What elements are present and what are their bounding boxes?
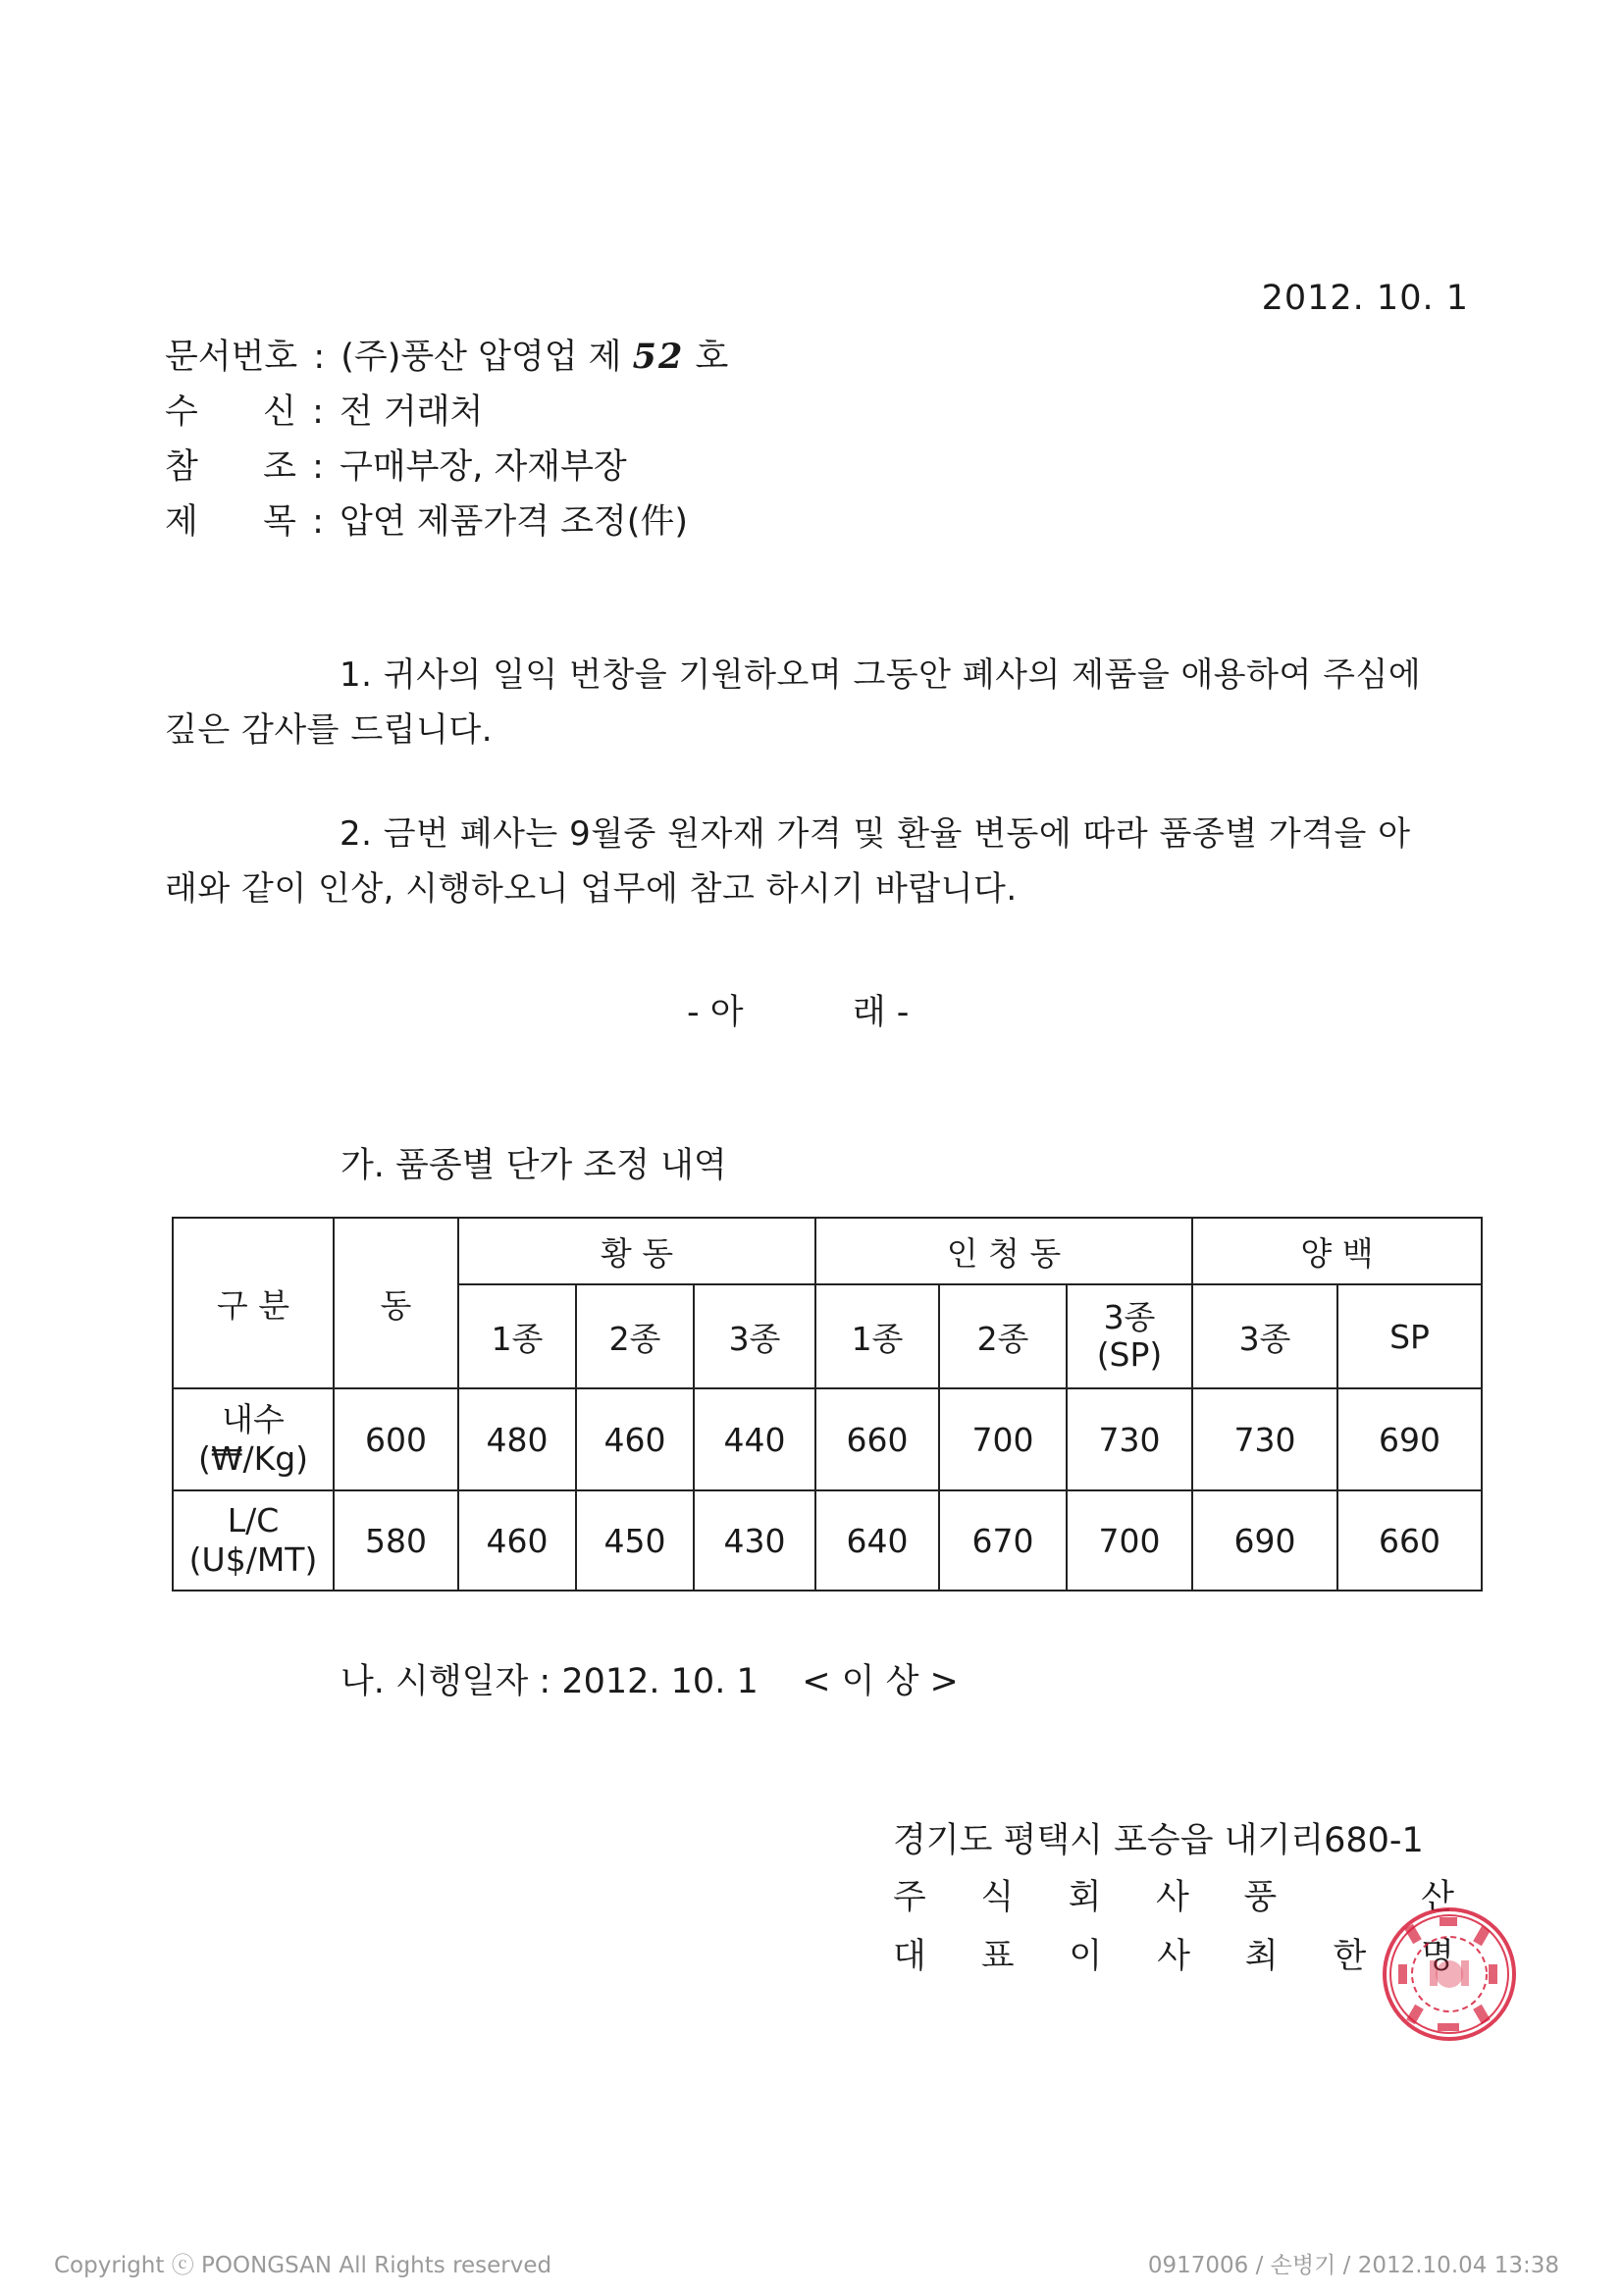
company-name: 주 식 회 사 풍 산 bbox=[893, 1878, 1454, 1917]
subheader-cell: 1종 bbox=[458, 1284, 576, 1388]
footer-copyright: Copyright ⓒ POONGSAN All Rights reserved bbox=[54, 2253, 552, 2278]
subheader-cell: 3종 bbox=[694, 1284, 815, 1388]
subheader-cell: 2종 bbox=[939, 1284, 1067, 1388]
header-phosphor-bronze: 인 청 동 bbox=[815, 1218, 1192, 1284]
doc-number-prefix: (주)풍산 압영업 제 bbox=[340, 338, 622, 377]
subject-value: 압연 제품가격 조정(件) bbox=[340, 502, 689, 542]
table-cell: 690 bbox=[1337, 1388, 1482, 1490]
table-cell: 430 bbox=[694, 1490, 815, 1591]
header-nickel-silver: 양 백 bbox=[1192, 1218, 1482, 1284]
paragraph-2-line-2: 래와 같이 인상, 시행하오니 업무에 참고 하시기 바랍니다. bbox=[165, 869, 1018, 909]
sender-address: 경기도 평택시 포승읍 내기리680-1 bbox=[893, 1821, 1424, 1860]
paragraph-1 bbox=[165, 648, 1470, 757]
header-category: 구 분 bbox=[173, 1218, 334, 1388]
subheader-cell: SP bbox=[1337, 1284, 1482, 1388]
footer-stamp: 0917006 / 손병기 / 2012.10.04 13:38 bbox=[1147, 2253, 1559, 2278]
recipient-value: 전 거래처 bbox=[340, 392, 484, 432]
doc-number-label: 문서번호 bbox=[165, 338, 298, 377]
doc-number-handwritten: 52 bbox=[632, 337, 685, 377]
subheader-cell: 2종 bbox=[576, 1284, 694, 1388]
section-b-effective-date: 나. 시행일자 : 2012. 10. 1 < 이 상 > bbox=[340, 1662, 959, 1701]
table-cell: 660 bbox=[1337, 1490, 1482, 1591]
document-date: 2012. 10. 1 bbox=[1261, 279, 1469, 318]
table-cell: 600 bbox=[334, 1388, 458, 1490]
subheader-cell: 3종 bbox=[1192, 1284, 1337, 1388]
table-cell: 580 bbox=[334, 1490, 458, 1591]
table-cell: 450 bbox=[576, 1490, 694, 1591]
table-cell: 690 bbox=[1192, 1490, 1337, 1591]
recipient-line: 수 신 : 전 거래처 bbox=[165, 385, 483, 434]
header-brass: 황 동 bbox=[458, 1218, 815, 1284]
row-label: 내수 (₩/Kg) bbox=[173, 1388, 334, 1490]
section-a-title: 가. 품종별 단가 조정 내역 bbox=[340, 1146, 727, 1185]
table-cell: 700 bbox=[939, 1388, 1067, 1490]
row-label: L/C (U$/MT) bbox=[173, 1490, 334, 1591]
paragraph-2 bbox=[165, 807, 1470, 916]
subject-label: 제 목 bbox=[165, 502, 296, 542]
table-cell: 670 bbox=[939, 1490, 1067, 1591]
recipient-label: 수 신 bbox=[165, 392, 296, 432]
table-cell: 440 bbox=[694, 1388, 815, 1490]
table-cell: 700 bbox=[1067, 1490, 1192, 1591]
ceo-name: 대 표 이 사 최 한 명 bbox=[893, 1937, 1454, 1976]
notice-heading: - 아 래 - bbox=[687, 993, 910, 1032]
table-cell: 480 bbox=[458, 1388, 576, 1490]
header-copper: 동 bbox=[334, 1218, 458, 1388]
reference-label: 참 조 bbox=[165, 447, 296, 487]
table-cell: 460 bbox=[576, 1388, 694, 1490]
paragraph-1-line-1: 1. 귀사의 일익 번창을 기원하오며 그동안 폐사의 제품을 애용하여 주심에 bbox=[340, 655, 1422, 695]
company-seal-icon bbox=[1379, 1904, 1521, 2046]
subheader-cell: 1종 bbox=[815, 1284, 939, 1388]
table-cell: 640 bbox=[815, 1490, 939, 1591]
paragraph-1-line-2: 깊은 감사를 드립니다. bbox=[165, 710, 494, 750]
table-cell: 660 bbox=[815, 1388, 939, 1490]
table-cell: 730 bbox=[1192, 1388, 1337, 1490]
price-table bbox=[172, 1217, 1483, 1592]
reference-line: 참 조 : 구매부장, 자재부장 bbox=[165, 440, 627, 489]
subheader-cell: 3종 (SP) bbox=[1067, 1284, 1192, 1388]
table-cell: 460 bbox=[458, 1490, 576, 1591]
doc-number-line: 문서번호 : (주)풍산 압영업 제 52 호 bbox=[165, 337, 729, 377]
table-row bbox=[173, 1388, 1482, 1490]
table-cell: 730 bbox=[1067, 1388, 1192, 1490]
reference-value: 구매부장, 자재부장 bbox=[340, 447, 627, 487]
paragraph-2-line-1: 2. 금번 폐사는 9월중 원자재 가격 및 환율 변동에 따라 품종별 가격을 아 bbox=[340, 814, 1411, 854]
table-row bbox=[173, 1490, 1482, 1591]
subject-line: 제 목 : 압연 제품가격 조정(件) bbox=[165, 495, 688, 544]
